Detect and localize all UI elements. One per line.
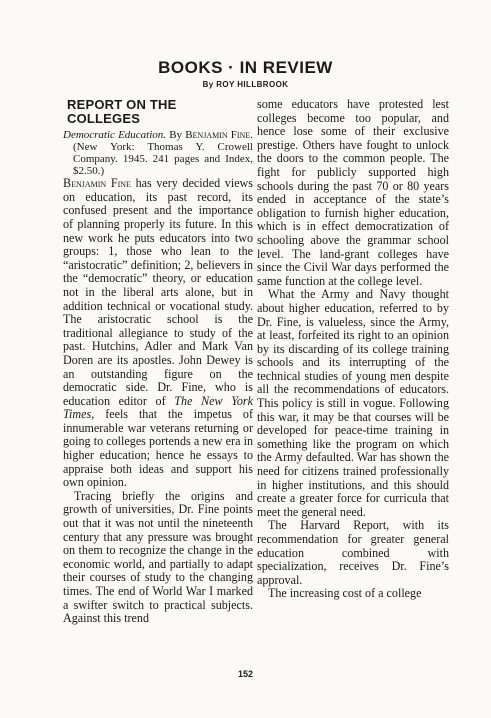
paragraph-6: The increasing cost of a college [268, 586, 422, 601]
page-number: 152 [237, 669, 254, 679]
paragraph-3: some educators have protested lest colleges become too popular, and hence lose some of their exclusive prestige. Others have fought to unlock the doors to the common people. The fight for publicly supported high schools during the past 70 or 80 years ended in acceptance of the state’s obligation to furnish higher education, which is in effect democratization of schooling above the grammar school level. The land-grant colleges have since the Civil War days performed the same function at the college level. [257, 97, 449, 288]
book-reference [63, 129, 253, 177]
lead-name: Benjamin Fine [63, 176, 131, 191]
byline: By ROY HILLBROOK [202, 80, 289, 89]
paragraph-2: Tracing briefly the origins and growth of universities, Dr. Fine points out that it was not until the nineteenth century that any pressure was brought on them to recognize the change in the economic world, and partially to adapt their courses of study to the changing times. The end of World War I marked a swifter switch to practical subjects. Against this trend [63, 488, 253, 626]
newspaper-name: The New York Times, [63, 393, 253, 422]
paragraph-1-text: has very decided views on education, its past record, its confused present and the importance of planning properly its future. In this new work he puts educators into two groups: 1, those who lean to the “aristocratic” definition; 2, believers in the “democratic” theory, or education not in the liberal arts alone, but in addition technical or vocational study. The aristocratic school is the traditional allegiance to study of the past. Hutchins, Adler and Mark Van Doren are its apostles. John Dewey is an outstanding figure on the democratic side. Dr. Fine, who is education editor of [63, 176, 253, 408]
paragraph-5: The Harvard Report, with its recommendation for greater general education combined with specialization, receives Dr. Fine’s approval. [257, 518, 449, 587]
left-column [63, 98, 253, 626]
paragraph-4: What the Army and Navy thought about higher education, referred to by Dr. Fine, is valueless, since the Army, at least, forfeited its right to an opinion by its discarding of its college training schools and its interrupting of the technical studies of young men despite all the recommendations of educators. This policy is still in vogue. Following this war, it may be that courses will be developed for peace-time training in something like the program on which the Army defaulted. War has shown the need for citizens trained professionally in higher institutions, and this should create a greater force for curricula that meet the general need. [257, 287, 449, 519]
book-author: Benjamin Fine. [185, 129, 253, 142]
book-author-prefix: By [169, 129, 183, 142]
paragraph-1 [63, 177, 253, 490]
book-details: (New York: Thomas Y. Crowell Company. 1945. 241 pages and Index, $2.50.) [73, 141, 253, 178]
book-title: Democratic Education. [63, 129, 167, 142]
right-column [257, 98, 449, 601]
page-title: BOOKS · IN REVIEW [158, 58, 333, 77]
paragraph-1-end: feels that the impetus of innumerable war veterans returning or going to colleges portends a new era in higher education; hence he essays to appraise both ideas and support his own opinion. [63, 407, 254, 490]
article-heading: REPORT ON THE COLLEGES [67, 97, 177, 126]
